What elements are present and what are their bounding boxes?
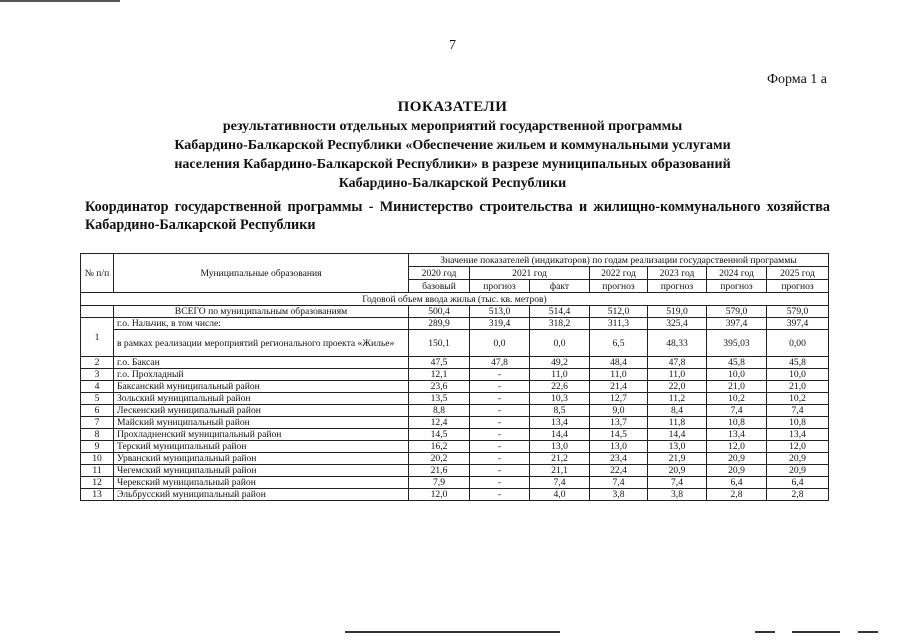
scan-mark [0,0,120,2]
value-cell: 3,8 [590,489,648,501]
row-num: 1 [81,318,114,357]
value-cell: 8,4 [648,405,707,417]
value-cell: 12,0 [409,489,470,501]
footer-line [345,631,560,633]
table-row [81,477,829,489]
header-year: 2021 год [470,267,590,280]
table-row [81,369,829,381]
value-cell: 11,0 [530,369,590,381]
value-cell: 9,0 [590,405,648,417]
row-name: г.о. Прохладный [114,369,409,381]
value-cell: 47,8 [470,357,530,369]
row-num: 8 [81,429,114,441]
value-cell: 7,9 [409,477,470,489]
section-title: Годовой объем ввода жилья (тыс. кв. метров) [81,293,829,306]
value-cell: 21,2 [530,453,590,465]
page-number: 7 [449,38,456,53]
value-cell: 579,0 [767,306,829,318]
form-label: Форма 1 а [766,72,827,87]
value-cell: 397,4 [707,318,767,330]
table-row [81,330,829,357]
table-row [81,381,829,393]
title-line-1: ПОКАЗАТЕЛИ [397,99,508,115]
row-name: в рамках реализации мероприятий регионального проекта «Жилье» [114,330,409,357]
header-year: 2020 год [409,267,470,280]
value-cell: 13,4 [707,429,767,441]
table-row [81,489,829,501]
row-name: Майский муниципальный район [114,417,409,429]
row-name: Чегемский муниципальный район [114,465,409,477]
row-name: Прохладненский муниципальный район [114,429,409,441]
value-cell: 14,4 [648,429,707,441]
value-cell: 47,5 [409,357,470,369]
header-subhead: прогноз [707,280,767,293]
value-cell: 7,4 [707,405,767,417]
value-cell: 21,1 [530,465,590,477]
value-cell: 500,4 [409,306,470,318]
header-subhead: прогноз [648,280,707,293]
value-cell: 325,4 [648,318,707,330]
row-num: 9 [81,441,114,453]
value-cell: 6,4 [707,477,767,489]
value-cell: 10,2 [767,393,829,405]
value-cell: 11,2 [648,393,707,405]
value-cell: 23,6 [409,381,470,393]
value-cell: 13,0 [530,441,590,453]
value-cell: 395,03 [707,330,767,357]
table-row [81,429,829,441]
value-cell: 4,0 [530,489,590,501]
header-year: 2022 год [590,267,648,280]
row-num: 2 [81,357,114,369]
footer-line [755,631,775,633]
value-cell: 49,2 [530,357,590,369]
row-num: 4 [81,381,114,393]
value-cell: 150,1 [409,330,470,357]
value-cell: - [470,429,530,441]
row-num: 10 [81,453,114,465]
value-cell: 11,0 [648,369,707,381]
header-subhead: факт [530,280,590,293]
indicators-table [80,253,829,501]
row-name: Баксанский муниципальный район [114,381,409,393]
value-cell: 14,5 [590,429,648,441]
value-cell: 10,0 [767,369,829,381]
value-cell: 319,4 [470,318,530,330]
value-cell: - [470,441,530,453]
value-cell: 13,0 [590,441,648,453]
row-name: Зольский муниципальный район [114,393,409,405]
row-name: Эльбрусский муниципальный район [114,489,409,501]
value-cell: 20,9 [767,453,829,465]
value-cell: 14,5 [409,429,470,441]
row-name: г.о. Баксан [114,357,409,369]
value-cell: 289,9 [409,318,470,330]
table-row [81,441,829,453]
value-cell: 513,0 [470,306,530,318]
header-values-title: Значение показателей (индикаторов) по годам реализации государственной программы [409,254,829,267]
value-cell: - [470,369,530,381]
table-row [81,318,829,330]
value-cell: 13,0 [648,441,707,453]
value-cell: 12,4 [409,417,470,429]
value-cell: 10,8 [767,417,829,429]
value-cell: 11,8 [648,417,707,429]
value-cell: 12,0 [767,441,829,453]
value-cell: 11,0 [590,369,648,381]
value-cell: - [470,417,530,429]
value-cell: 21,0 [707,381,767,393]
table-row [81,465,829,477]
value-cell: 12,1 [409,369,470,381]
header-subhead: прогноз [767,280,829,293]
value-cell: 514,4 [530,306,590,318]
row-num: 6 [81,405,114,417]
header-subhead: прогноз [470,280,530,293]
value-cell: 3,8 [648,489,707,501]
value-cell: 10,2 [707,393,767,405]
value-cell: 7,4 [530,477,590,489]
value-cell: - [470,453,530,465]
value-cell: 519,0 [648,306,707,318]
value-cell: 0,00 [767,330,829,357]
value-cell: 20,2 [409,453,470,465]
value-cell: 10,0 [707,369,767,381]
value-cell: 21,0 [767,381,829,393]
row-name: Лескенский муниципальный район [114,405,409,417]
value-cell: 0,0 [530,330,590,357]
section-title-row [81,293,829,306]
total-num-cell [81,306,114,318]
title-line-3: Кабардино-Балкарской Республики «Обеспечение жильем и коммунальными услугами [174,138,731,153]
header-num: № п/п [81,254,114,293]
value-cell: 20,9 [707,453,767,465]
title-line-5: Кабардино-Балкарской Республики [338,176,567,191]
value-cell: 397,4 [767,318,829,330]
row-name: г.о. Нальчик, в том числе: [114,318,409,330]
value-cell: 0,0 [470,330,530,357]
value-cell: - [470,477,530,489]
value-cell: 7,4 [648,477,707,489]
header-year: 2023 год [648,267,707,280]
value-cell: 13,7 [590,417,648,429]
footer-line [858,631,878,633]
value-cell: 48,4 [590,357,648,369]
value-cell: - [470,393,530,405]
value-cell: 512,0 [590,306,648,318]
value-cell: 22,6 [530,381,590,393]
total-row [81,306,829,318]
value-cell: 6,5 [590,330,648,357]
row-name: Черекский муниципальный район [114,477,409,489]
value-cell: 13,5 [409,393,470,405]
value-cell: 21,9 [648,453,707,465]
value-cell: 6,4 [767,477,829,489]
value-cell: 8,8 [409,405,470,417]
value-cell: 45,8 [767,357,829,369]
row-num: 11 [81,465,114,477]
value-cell: 16,2 [409,441,470,453]
value-cell: 21,4 [590,381,648,393]
row-num: 5 [81,393,114,405]
value-cell: 579,0 [707,306,767,318]
value-cell: 47,8 [648,357,707,369]
value-cell: - [470,489,530,501]
table-row [81,357,829,369]
value-cell: - [470,465,530,477]
row-name: Урванский муниципальный район [114,453,409,465]
value-cell: 13,4 [530,417,590,429]
value-cell: 8,5 [530,405,590,417]
value-cell: 10,8 [707,417,767,429]
value-cell: 10,3 [530,393,590,405]
value-cell: 21,6 [409,465,470,477]
value-cell: 20,9 [707,465,767,477]
row-num: 7 [81,417,114,429]
coordinator-text: Координатор государственной программы - Министерство строительства и жилищно-коммунального хозяйства Кабардино-Балкарской Республики [85,199,830,233]
table-row [81,453,829,465]
value-cell: 20,9 [767,465,829,477]
value-cell: 23,4 [590,453,648,465]
value-cell: 12,7 [590,393,648,405]
footer-line [792,631,840,633]
value-cell: 13,4 [767,429,829,441]
value-cell: 2,8 [707,489,767,501]
header-municipal: Муниципальные образования [114,254,409,293]
value-cell: 7,4 [590,477,648,489]
table-row [81,393,829,405]
table-row [81,405,829,417]
header-year: 2024 год [707,267,767,280]
header-subhead: базовый [409,280,470,293]
value-cell: 12,0 [707,441,767,453]
table-row [81,417,829,429]
document-title [0,98,905,193]
header-subhead: прогноз [590,280,648,293]
value-cell: 45,8 [707,357,767,369]
value-cell: 20,9 [648,465,707,477]
value-cell: 14,4 [530,429,590,441]
value-cell: - [470,381,530,393]
title-line-4: населения Кабардино-Балкарской Республики» в разрезе муниципальных образований [174,157,731,172]
value-cell: 48,33 [648,330,707,357]
total-name: ВСЕГО по муниципальным образованиям [114,306,409,318]
value-cell: 22,0 [648,381,707,393]
value-cell: 7,4 [767,405,829,417]
value-cell: 22,4 [590,465,648,477]
value-cell: - [470,405,530,417]
title-line-2: результативности отдельных мероприятий государственной программы [222,119,683,134]
row-num: 13 [81,489,114,501]
row-name: Терский муниципальный район [114,441,409,453]
row-num: 12 [81,477,114,489]
row-num: 3 [81,369,114,381]
header-year: 2025 год [767,267,829,280]
header-row-1 [81,254,829,267]
value-cell: 311,3 [590,318,648,330]
value-cell: 318,2 [530,318,590,330]
value-cell: 2,8 [767,489,829,501]
